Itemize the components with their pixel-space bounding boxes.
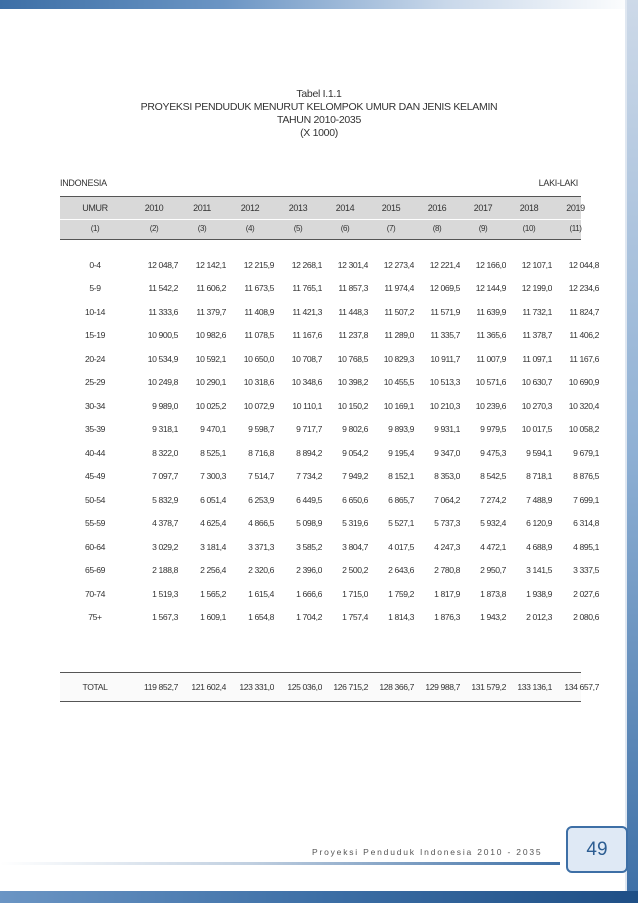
age-group-cell: 70-74: [85, 588, 105, 599]
total-cell: 119 852,7: [144, 681, 178, 692]
value-cell: 11 365,6: [476, 330, 506, 341]
value-cell: 10 058,2: [568, 424, 599, 435]
value-cell: 10 708,7: [291, 353, 322, 364]
value-cell: 10 982,6: [195, 330, 226, 341]
value-cell: 2 256,4: [200, 565, 226, 576]
value-cell: 7 064,2: [434, 494, 460, 505]
value-cell: 4 866,5: [248, 518, 274, 529]
value-cell: 8 152,1: [388, 471, 414, 482]
value-cell: 12 301,4: [337, 259, 368, 270]
value-cell: 6 314,8: [573, 518, 599, 529]
value-cell: 6 865,7: [388, 494, 414, 505]
age-group-cell: 5-9: [89, 283, 101, 294]
value-cell: 1 519,3: [152, 588, 178, 599]
table-unit: (X 1000): [300, 127, 338, 139]
value-cell: 12 142,1: [195, 259, 226, 270]
table-row: [60, 324, 599, 348]
age-group-cell: 10-14: [85, 306, 105, 317]
column-header: 2019: [566, 202, 585, 213]
value-cell: 10 534,9: [147, 353, 178, 364]
age-group-cell: 15-19: [85, 330, 105, 341]
value-cell: 10 348,6: [291, 377, 322, 388]
value-cell: 11 335,7: [430, 330, 460, 341]
value-cell: 9 717,7: [296, 424, 322, 435]
value-cell: 10 239,6: [475, 400, 506, 411]
value-cell: 2 027,6: [573, 588, 599, 599]
value-cell: 8 876,5: [573, 471, 599, 482]
value-cell: 5 527,1: [388, 518, 414, 529]
value-cell: 12 048,7: [147, 259, 178, 270]
value-cell: 10 768,5: [337, 353, 368, 364]
value-cell: 11 421,3: [292, 306, 322, 317]
total-cell: 131 579,2: [471, 681, 506, 692]
value-cell: 1 565,2: [200, 588, 226, 599]
column-header: 2013: [288, 202, 308, 213]
value-cell: 10 318,6: [243, 377, 274, 388]
value-cell: 4 247,3: [434, 541, 460, 552]
value-cell: 7 274,2: [480, 494, 506, 505]
table-row: [60, 559, 599, 583]
value-cell: 10 320,4: [568, 400, 599, 411]
age-group-cell: 35-39: [85, 424, 105, 435]
column-header: 2011: [193, 202, 211, 213]
value-cell: 10 690,9: [568, 377, 599, 388]
value-cell: 2 643,6: [388, 565, 414, 576]
value-cell: 1 704,2: [296, 612, 322, 623]
value-cell: 11 824,7: [569, 306, 599, 317]
value-cell: 11 507,2: [384, 306, 414, 317]
value-cell: 2 320,6: [248, 565, 274, 576]
table-header: [60, 197, 599, 238]
age-group-cell: 50-54: [85, 494, 105, 505]
table-row: [60, 347, 599, 371]
value-cell: 10 900,5: [147, 330, 178, 341]
total-cell: 134 657,7: [564, 681, 599, 692]
value-cell: 3 141,5: [526, 565, 552, 576]
value-cell: 8 716,8: [248, 447, 274, 458]
value-cell: 9 931,1: [434, 424, 460, 435]
value-cell: 11 673,5: [244, 283, 274, 294]
table-row: [60, 300, 599, 324]
age-group-cell: 60-64: [85, 541, 105, 552]
value-cell: 11 732,1: [522, 306, 552, 317]
value-cell: 4 688,9: [526, 541, 552, 552]
value-cell: 1 876,3: [434, 612, 460, 623]
value-cell: 7 514,7: [248, 471, 274, 482]
value-cell: 1 938,9: [526, 588, 552, 599]
value-cell: 2 012,3: [526, 612, 552, 623]
value-cell: 9 598,7: [248, 424, 274, 435]
value-cell: 1 757,4: [342, 612, 368, 623]
value-cell: 8 353,0: [434, 471, 460, 482]
page-number: 49: [566, 826, 628, 873]
value-cell: 10 455,5: [383, 377, 414, 388]
value-cell: 12 144,9: [475, 283, 506, 294]
value-cell: 11 857,3: [338, 283, 368, 294]
table-period: TAHUN 2010-2035: [276, 114, 362, 126]
value-cell: 10 571,6: [475, 377, 506, 388]
value-cell: 2 780,8: [434, 565, 460, 576]
total-cell: 123 331,0: [239, 681, 274, 692]
table-row: [60, 277, 599, 301]
value-cell: 10 017,5: [521, 424, 552, 435]
value-cell: 11 408,9: [244, 306, 274, 317]
column-number: (2): [149, 223, 159, 233]
running-footer: Proyeksi Penduduk Indonesia 2010 - 2035: [312, 847, 543, 857]
value-cell: 12 273,4: [383, 259, 414, 270]
column-number: (9): [478, 223, 488, 233]
column-number: (11): [569, 223, 582, 233]
value-cell: 12 234,6: [568, 283, 599, 294]
value-cell: 9 989,0: [152, 400, 178, 411]
table-row: [60, 606, 599, 630]
value-cell: 10 249,8: [147, 377, 178, 388]
total-label: TOTAL: [82, 681, 108, 692]
value-cell: 9 470,1: [200, 424, 226, 435]
column-header-row: [60, 197, 599, 218]
value-cell: 5 832,9: [152, 494, 178, 505]
value-cell: 10 169,1: [383, 400, 414, 411]
value-cell: 11 097,1: [522, 353, 552, 364]
age-group-cell: 75+: [88, 612, 102, 623]
value-cell: 7 300,3: [200, 471, 226, 482]
value-cell: 12 044,8: [568, 259, 599, 270]
value-cell: 6 449,5: [296, 494, 322, 505]
value-cell: 4 472,1: [480, 541, 506, 552]
value-cell: 11 639,9: [476, 306, 506, 317]
value-cell: 11 379,7: [196, 306, 226, 317]
column-header: 2018: [519, 202, 539, 213]
footer-rule: [0, 862, 560, 865]
value-cell: 11 542,2: [148, 283, 178, 294]
column-number: (5): [293, 223, 303, 233]
bottom-decor-bar: [0, 891, 638, 903]
value-cell: 10 829,3: [383, 353, 414, 364]
value-cell: 9 594,1: [526, 447, 552, 458]
value-cell: 12 107,1: [521, 259, 552, 270]
value-cell: 10 650,0: [243, 353, 274, 364]
value-cell: 7 699,1: [573, 494, 599, 505]
value-cell: 1 615,4: [248, 588, 274, 599]
table-row: [60, 418, 599, 442]
value-cell: 5 932,4: [480, 518, 506, 529]
value-cell: 10 630,7: [521, 377, 552, 388]
column-number: (6): [340, 223, 350, 233]
value-cell: 7 734,2: [296, 471, 322, 482]
value-cell: 1 666,6: [296, 588, 322, 599]
column-header: UMUR: [82, 202, 108, 213]
value-cell: 3 337,5: [573, 565, 599, 576]
value-cell: 8 894,2: [296, 447, 322, 458]
age-group-cell: 20-24: [85, 353, 105, 364]
value-cell: 11 974,4: [384, 283, 414, 294]
total-cell: 121 602,4: [191, 681, 226, 692]
value-cell: 1 873,8: [480, 588, 506, 599]
value-cell: 9 475,3: [480, 447, 506, 458]
table-row: [60, 535, 599, 559]
column-number: (1): [90, 223, 100, 233]
value-cell: 10 270,3: [521, 400, 552, 411]
value-cell: 10 210,3: [429, 400, 460, 411]
value-cell: 7 097,7: [152, 471, 178, 482]
value-cell: 11 167,6: [292, 330, 322, 341]
value-cell: 11 167,6: [569, 353, 599, 364]
total-cell: 125 036,0: [287, 681, 322, 692]
value-cell: 4 625,4: [200, 518, 226, 529]
value-cell: 8 322,0: [152, 447, 178, 458]
value-cell: 2 500,2: [342, 565, 368, 576]
total-cell: 128 366,7: [379, 681, 414, 692]
value-cell: 10 072,9: [243, 400, 274, 411]
value-cell: 6 650,6: [342, 494, 368, 505]
value-cell: 6 120,9: [526, 518, 552, 529]
column-number: (3): [197, 223, 207, 233]
table-total: [60, 673, 599, 700]
value-cell: 1 609,1: [200, 612, 226, 623]
value-cell: 1 943,2: [480, 612, 506, 623]
value-cell: 1 715,0: [342, 588, 368, 599]
value-cell: 6 051,4: [200, 494, 226, 505]
value-cell: 11 237,8: [338, 330, 368, 341]
value-cell: 11 333,6: [148, 306, 178, 317]
value-cell: 10 911,7: [430, 353, 460, 364]
column-number: (10): [522, 223, 536, 233]
table-heading: [0, 88, 638, 140]
table-row: [60, 465, 599, 489]
value-cell: 12 215,9: [243, 259, 274, 270]
total-cell: 133 136,1: [517, 681, 552, 692]
age-group-cell: 65-69: [85, 565, 105, 576]
table-row: [60, 441, 599, 465]
column-header: 2016: [427, 202, 447, 213]
age-group-cell: 30-34: [85, 400, 105, 411]
value-cell: 9 318,1: [152, 424, 178, 435]
value-cell: 9 347,0: [434, 447, 460, 458]
value-cell: 12 221,4: [429, 259, 460, 270]
value-cell: 1 567,3: [152, 612, 178, 623]
column-header: 2015: [381, 202, 401, 213]
value-cell: 10 025,2: [195, 400, 226, 411]
age-group-cell: 25-29: [85, 377, 105, 388]
value-cell: 11 765,1: [292, 283, 322, 294]
value-cell: 12 069,5: [429, 283, 460, 294]
value-cell: 4 017,5: [388, 541, 414, 552]
value-cell: 2 396,0: [296, 565, 322, 576]
value-cell: 3 585,2: [296, 541, 322, 552]
column-header: 2012: [240, 202, 260, 213]
total-cell: 129 988,7: [425, 681, 460, 692]
value-cell: 12 268,1: [291, 259, 322, 270]
column-number: (8): [432, 223, 442, 233]
value-cell: 10 398,2: [337, 377, 368, 388]
value-cell: 10 592,1: [195, 353, 226, 364]
value-cell: 3 029,2: [152, 541, 178, 552]
table-row: [60, 253, 599, 277]
value-cell: 8 542,5: [480, 471, 506, 482]
value-cell: 9 054,2: [342, 447, 368, 458]
value-cell: 11 406,2: [569, 330, 599, 341]
age-group-cell: 0-4: [89, 259, 101, 270]
age-group-cell: 55-59: [85, 518, 105, 529]
value-cell: 10 110,1: [292, 400, 322, 411]
value-cell: 2 080,6: [573, 612, 599, 623]
value-cell: 9 979,5: [480, 424, 506, 435]
value-cell: 2 188,8: [152, 565, 178, 576]
value-cell: 12 199,0: [521, 283, 552, 294]
table-body: [60, 253, 599, 629]
value-cell: 9 802,6: [342, 424, 368, 435]
value-cell: 11 448,3: [338, 306, 368, 317]
column-number-row: [60, 218, 599, 238]
total-cell: 126 715,2: [333, 681, 368, 692]
value-cell: 4 378,7: [152, 518, 178, 529]
value-cell: 4 895,1: [573, 541, 599, 552]
age-group-cell: 45-49: [85, 471, 105, 482]
value-cell: 3 804,7: [342, 541, 368, 552]
table-title: PROYEKSI PENDUDUK MENURUT KELOMPOK UMUR DAN JENIS KELAMIN: [140, 101, 498, 113]
column-header: 2017: [473, 202, 493, 213]
value-cell: 3 371,3: [248, 541, 274, 552]
value-cell: 5 319,6: [342, 518, 368, 529]
value-cell: 7 949,2: [342, 471, 368, 482]
value-cell: 11 571,9: [430, 306, 460, 317]
value-cell: 7 488,9: [526, 494, 552, 505]
table-row: [60, 582, 599, 606]
value-cell: 11 078,5: [244, 330, 274, 341]
value-cell: 10 513,3: [429, 377, 460, 388]
value-cell: 8 525,1: [200, 447, 226, 458]
column-number: (7): [386, 223, 396, 233]
table-row: [60, 512, 599, 536]
value-cell: 1 759,2: [388, 588, 414, 599]
table-row: [60, 488, 599, 512]
value-cell: 11 289,0: [384, 330, 414, 341]
value-cell: 1 654,8: [248, 612, 274, 623]
value-cell: 11 606,2: [196, 283, 226, 294]
value-cell: 1 817,9: [434, 588, 460, 599]
value-cell: 11 378,7: [522, 330, 552, 341]
column-number: (4): [245, 223, 255, 233]
value-cell: 8 718,1: [526, 471, 552, 482]
value-cell: 5 737,3: [434, 518, 460, 529]
value-cell: 1 814,3: [388, 612, 414, 623]
value-cell: 9 893,9: [388, 424, 414, 435]
value-cell: 6 253,9: [248, 494, 274, 505]
value-cell: 10 150,2: [337, 400, 368, 411]
value-cell: 9 195,4: [388, 447, 414, 458]
value-cell: 11 007,9: [476, 353, 506, 364]
age-group-cell: 40-44: [85, 447, 105, 458]
value-cell: 5 098,9: [296, 518, 322, 529]
sex-label: LAKI-LAKI: [538, 178, 578, 188]
table-row: [60, 371, 599, 395]
value-cell: 12 166,0: [475, 259, 506, 270]
column-header: 2010: [144, 202, 164, 213]
value-cell: 3 181,4: [200, 541, 226, 552]
total-row: [60, 673, 599, 700]
table-number: Tabel I.1.1: [296, 88, 342, 100]
value-cell: 2 950,7: [480, 565, 506, 576]
region-label: INDONESIA: [60, 178, 107, 188]
table-row: [60, 394, 599, 418]
value-cell: 9 679,1: [573, 447, 599, 458]
region-row: [60, 178, 578, 190]
value-cell: 10 290,1: [195, 377, 226, 388]
column-header: 2014: [335, 202, 355, 213]
top-decor-bar: [0, 0, 638, 9]
